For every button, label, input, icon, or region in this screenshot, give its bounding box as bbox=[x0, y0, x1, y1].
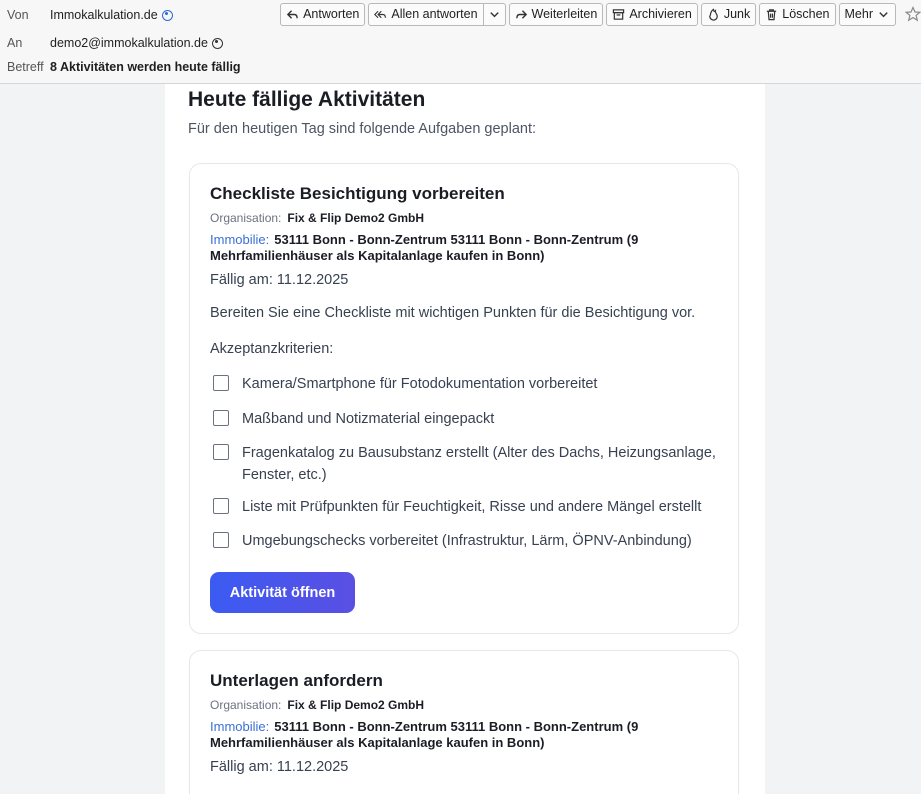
contact-icon[interactable] bbox=[162, 10, 173, 21]
criteria-item bbox=[213, 530, 722, 552]
to-recipient[interactable] bbox=[50, 36, 223, 50]
criteria-checkbox[interactable] bbox=[213, 498, 229, 514]
criteria-item bbox=[213, 408, 722, 430]
property-label: Immobilie: bbox=[210, 719, 270, 734]
criteria-checkbox[interactable] bbox=[213, 410, 229, 426]
organisation-value: Fix & Flip Demo2 GmbH bbox=[287, 698, 425, 712]
criteria-item bbox=[213, 496, 722, 518]
activity-card bbox=[189, 163, 739, 634]
open-activity-button[interactable]: Aktivität öffnen bbox=[210, 572, 355, 613]
from-sender[interactable] bbox=[50, 8, 173, 22]
delete-button[interactable] bbox=[759, 3, 835, 26]
property-line bbox=[210, 232, 690, 264]
forward-button[interactable] bbox=[509, 3, 604, 26]
reply-label: Antworten bbox=[303, 7, 360, 21]
criteria-label: Akzeptanzkriterien: bbox=[210, 341, 334, 357]
message-toolbar bbox=[280, 2, 921, 26]
reply-all-button[interactable] bbox=[368, 3, 483, 26]
contact-icon[interactable] bbox=[212, 38, 223, 49]
subject-value: 8 Aktivitäten werden heute fällig bbox=[50, 60, 241, 74]
chevron-down-icon bbox=[488, 8, 501, 21]
property-value: 53111 Bonn - Bonn-Zentrum 53111 Bonn - Bonn-Zentrum (9 Mehrfamilienhäuser als Kapitalanlage kaufen in Bonn) bbox=[210, 232, 639, 263]
reply-icon bbox=[286, 8, 299, 21]
junk-icon bbox=[707, 8, 720, 21]
forward-icon bbox=[515, 8, 528, 21]
property-label: Immobilie: bbox=[210, 232, 270, 247]
junk-button[interactable] bbox=[701, 3, 756, 26]
page-title: Heute fällige Aktivitäten bbox=[188, 88, 426, 111]
criteria-checkbox[interactable] bbox=[213, 444, 229, 460]
criteria-item bbox=[213, 442, 722, 486]
delete-label: Löschen bbox=[782, 7, 830, 21]
message-body[interactable] bbox=[0, 84, 921, 794]
criteria-text: Liste mit Prüfpunkten für Feuchtigkeit, Risse und andere Mängel erstellt bbox=[242, 499, 702, 515]
junk-label: Junk bbox=[723, 7, 751, 21]
criteria-text: Fragenkatalog zu Bausubstanz erstellt (Alter des Dachs, Heizungsanlage, Fenster, etc.) bbox=[242, 445, 716, 483]
criteria-text: Maßband und Notizmaterial eingepackt bbox=[242, 411, 495, 427]
chevron-down-icon bbox=[877, 8, 890, 21]
criteria-text: Kamera/Smartphone für Fotodokumentation vorbereitet bbox=[242, 376, 598, 392]
more-label: Mehr bbox=[844, 7, 873, 21]
criteria-text: Umgebungschecks vorbereitet (Infrastruktur, Lärm, ÖPNV-Anbindung) bbox=[242, 533, 692, 549]
criteria-item bbox=[213, 373, 722, 395]
reply-button[interactable] bbox=[280, 3, 365, 26]
property-line bbox=[210, 719, 690, 751]
subject-label: Betreff bbox=[7, 60, 44, 74]
archive-button[interactable] bbox=[606, 3, 698, 26]
from-value[interactable]: Immokalkulation.de bbox=[50, 8, 158, 22]
organisation-label: Organisation: bbox=[210, 698, 282, 712]
to-value[interactable]: demo2@immokalkulation.de bbox=[50, 36, 208, 50]
reply-all-icon bbox=[374, 8, 387, 21]
archive-label: Archivieren bbox=[629, 7, 692, 21]
trash-icon bbox=[765, 8, 778, 21]
forward-label: Weiterleiten bbox=[531, 7, 598, 21]
to-label: An bbox=[7, 36, 23, 50]
message-header bbox=[0, 0, 921, 84]
star-icon[interactable] bbox=[905, 6, 921, 22]
activity-description: Bereiten Sie eine Checkliste mit wichtigen Punkten für die Besichtigung vor. bbox=[210, 305, 696, 321]
due-date: Fällig am: 11.12.2025 bbox=[210, 272, 349, 288]
organisation-line bbox=[210, 698, 424, 712]
reply-all-dropdown[interactable] bbox=[484, 3, 506, 26]
criteria-checkbox[interactable] bbox=[213, 375, 229, 391]
organisation-line bbox=[210, 211, 424, 225]
organisation-label: Organisation: bbox=[210, 211, 282, 225]
activity-card bbox=[189, 650, 739, 794]
property-value: 53111 Bonn - Bonn-Zentrum 53111 Bonn - Bonn-Zentrum (9 Mehrfamilienhäuser als Kapitalanlage kaufen in Bonn) bbox=[210, 719, 639, 750]
organisation-value: Fix & Flip Demo2 GmbH bbox=[287, 211, 425, 225]
activity-title: Checkliste Besichtigung vorbereiten bbox=[210, 184, 505, 203]
activity-title: Unterlagen anfordern bbox=[210, 671, 383, 690]
due-date: Fällig am: 11.12.2025 bbox=[210, 759, 349, 775]
archive-icon bbox=[612, 8, 625, 21]
intro-text: Für den heutigen Tag sind folgende Aufgaben geplant: bbox=[188, 121, 537, 137]
criteria-checkbox[interactable] bbox=[213, 532, 229, 548]
reply-all-split bbox=[368, 3, 505, 26]
reply-all-label: Allen antworten bbox=[391, 7, 478, 21]
from-label: Von bbox=[7, 8, 29, 22]
more-button[interactable] bbox=[839, 3, 896, 26]
